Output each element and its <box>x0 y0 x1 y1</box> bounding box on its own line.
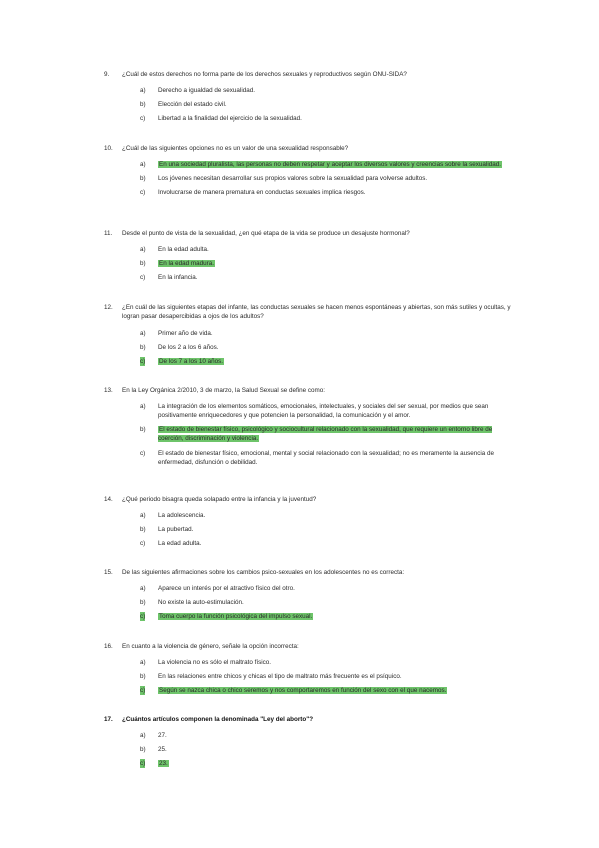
option-text: En las relaciones entre chicos y chicas el tipo de maltrato más frecuente es el psíquico. <box>158 673 402 681</box>
option-a <box>0 245 599 254</box>
question-text: De las siguientes afirmaciones sobre los cambios psico-sexuales en los adolescentes no es correcta: <box>122 569 405 576</box>
question-number: 11. <box>104 230 113 237</box>
option-letter: a) <box>140 161 146 168</box>
option-c <box>0 188 599 197</box>
option-letter: a) <box>140 87 146 94</box>
option-a <box>0 584 599 593</box>
option-b <box>0 672 599 681</box>
option-letter: b) <box>140 260 146 268</box>
option-letter: a) <box>140 732 146 739</box>
option-text: De los 2 a los 6 años. <box>158 344 219 352</box>
question-9 <box>0 70 599 128</box>
option-text: Elección del estado civil. <box>158 101 227 109</box>
option-letter: c) <box>140 115 146 123</box>
option-letter-highlighted: c) <box>140 613 146 621</box>
question-text: ¿Cuál de las siguientes opciones no es un valor de una sexualidad responsable? <box>122 145 349 152</box>
option-text-highlighted: Según se nazca chica o chico seremos y nos comportaremos en función del sexo con el que nacemos. <box>159 687 447 695</box>
option-a <box>0 658 599 667</box>
question-number: 17. <box>104 716 113 723</box>
option-text-highlighted: 23. <box>159 760 168 768</box>
option-letter: b) <box>140 526 146 534</box>
option-b <box>0 174 599 183</box>
option-text: En la infancia. <box>158 274 198 282</box>
question-13 <box>0 386 599 472</box>
option-letter: c) <box>140 449 146 457</box>
option-a <box>0 329 599 338</box>
option-b <box>0 100 599 109</box>
option-text: Los jóvenes necesitan desarrollar sus propios valores sobre la sexualidad para volverse adultos. <box>158 175 428 183</box>
option-text: Derecho a igualdad de sexualidad. <box>158 87 255 94</box>
option-letter: a) <box>140 246 146 253</box>
option-letter-highlighted: c) <box>140 687 146 695</box>
question-12 <box>0 303 599 371</box>
question-number: 13. <box>104 387 113 394</box>
option-text: 27. <box>158 732 167 739</box>
question-17 <box>0 715 599 773</box>
option-a <box>0 402 599 420</box>
option-c <box>0 539 599 548</box>
option-letter-highlighted: c) <box>140 358 146 366</box>
option-a <box>0 86 599 95</box>
question-number: 14. <box>104 496 113 503</box>
option-a <box>0 511 599 520</box>
option-letter: a) <box>140 659 146 666</box>
option-text: Involucrarse de manera prematura en conductas sexuales implica riesgos. <box>158 189 366 197</box>
option-text: Aparece un interés por el atractivo físico del otro. <box>158 585 295 592</box>
option-text: La violencia no es sólo el maltrato físico. <box>158 659 272 666</box>
option-b <box>0 598 599 607</box>
option-letter: b) <box>140 673 146 681</box>
question-number: 9. <box>104 71 110 78</box>
option-c <box>0 273 599 282</box>
option-b <box>0 259 599 268</box>
option-c <box>0 759 599 768</box>
option-text: Libertad a la finalidad del ejercicio de la sexualidad. <box>158 115 302 123</box>
option-text: La adolescencia. <box>158 512 206 519</box>
option-text-highlighted: De los 7 a los 10 años. <box>159 358 224 366</box>
option-text: No existe la auto-estimulación. <box>158 599 244 607</box>
option-text: El estado de bienestar físico, emocional, mental y social relacionado con la sexualidad; no es meramente la ausencia de enfermedad, disfunción o debilidad. <box>158 449 495 466</box>
option-c <box>0 449 599 467</box>
option-b <box>0 745 599 754</box>
question-14 <box>0 495 599 553</box>
question-number: 15. <box>104 569 113 576</box>
option-b <box>0 343 599 352</box>
question-number: 12. <box>104 304 113 311</box>
option-a <box>0 731 599 740</box>
option-c <box>0 114 599 123</box>
option-text-highlighted: En la edad madura. <box>159 260 214 268</box>
question-text: ¿Cuántos artículos componen la denominada "Ley del aborto"? <box>122 716 314 723</box>
option-text: La edad adulta. <box>158 540 202 548</box>
option-letter: c) <box>140 540 146 548</box>
option-c <box>0 686 599 695</box>
option-letter: b) <box>140 746 146 754</box>
option-letter: a) <box>140 403 146 410</box>
option-text-highlighted: Toma cuerpo la función psicológica del impulso sexual. <box>159 613 313 621</box>
option-b <box>0 425 599 443</box>
option-letter: b) <box>140 101 146 109</box>
option-text: La pubertad. <box>158 526 194 534</box>
option-c <box>0 357 599 366</box>
option-text: En la edad adulta. <box>158 246 209 253</box>
option-letter-highlighted: c) <box>140 760 146 768</box>
option-letter: a) <box>140 330 146 337</box>
option-letter: a) <box>140 585 146 592</box>
option-letter: c) <box>140 189 146 197</box>
option-b <box>0 525 599 534</box>
question-text: ¿En cuál de las siguientes etapas del infante, las conductas sexuales se hacen menos espontáneas y abiertas, son más sutiles y ocultas, y logran pasar desapercibidas a ojos de los adultos? <box>122 304 511 321</box>
option-text: 25. <box>158 746 167 754</box>
question-11 <box>0 229 599 287</box>
option-letter: b) <box>140 344 146 352</box>
option-letter: c) <box>140 274 146 282</box>
question-number: 10. <box>104 145 113 152</box>
option-text: La integración de los elementos somáticos, emocionales, intelectuales, y sociales del ser sexual, por medios que sean positivamente enriquecedores y que potencien la personalidad, la comunicación y el amor. <box>158 403 489 420</box>
option-letter: a) <box>140 512 146 519</box>
question-text: ¿Cuál de estos derechos no forma parte de los derechos sexuales y reproductivos según ONU-SIDA? <box>122 71 407 78</box>
question-text: ¿Qué periodo bisagra queda solapado entre la infancia y la juventud? <box>122 496 317 503</box>
option-c <box>0 612 599 621</box>
option-text: Primer año de vida. <box>158 330 213 337</box>
option-letter: b) <box>140 175 146 183</box>
question-number: 16. <box>104 643 113 650</box>
question-text: Desde el punto de vista de la sexualidad, ¿en qué etapa de la vida se produce un desajuste hormonal? <box>122 230 410 237</box>
option-text-highlighted: En una sociedad pluralista, las personas no deben respetar y aceptar los diversos valores y creencias sobre la sexualidad. <box>159 161 501 168</box>
question-15 <box>0 568 599 626</box>
question-10 <box>0 144 599 202</box>
question-text: En cuanto a la violencia de género, señale la opción incorrecta: <box>122 643 299 650</box>
question-text: En la Ley Orgánica 2/2010, 3 de marzo, la Salud Sexual se define como: <box>122 387 326 394</box>
option-letter: b) <box>140 599 146 607</box>
option-a <box>0 160 599 169</box>
option-text-highlighted: El estado de bienestar físico, psicológico y sociocultural relacionado con la sexualidad, que requiere un entorno libre de coerción, discriminación y violencia. <box>158 426 493 443</box>
question-16 <box>0 642 599 700</box>
option-letter: b) <box>140 426 146 434</box>
